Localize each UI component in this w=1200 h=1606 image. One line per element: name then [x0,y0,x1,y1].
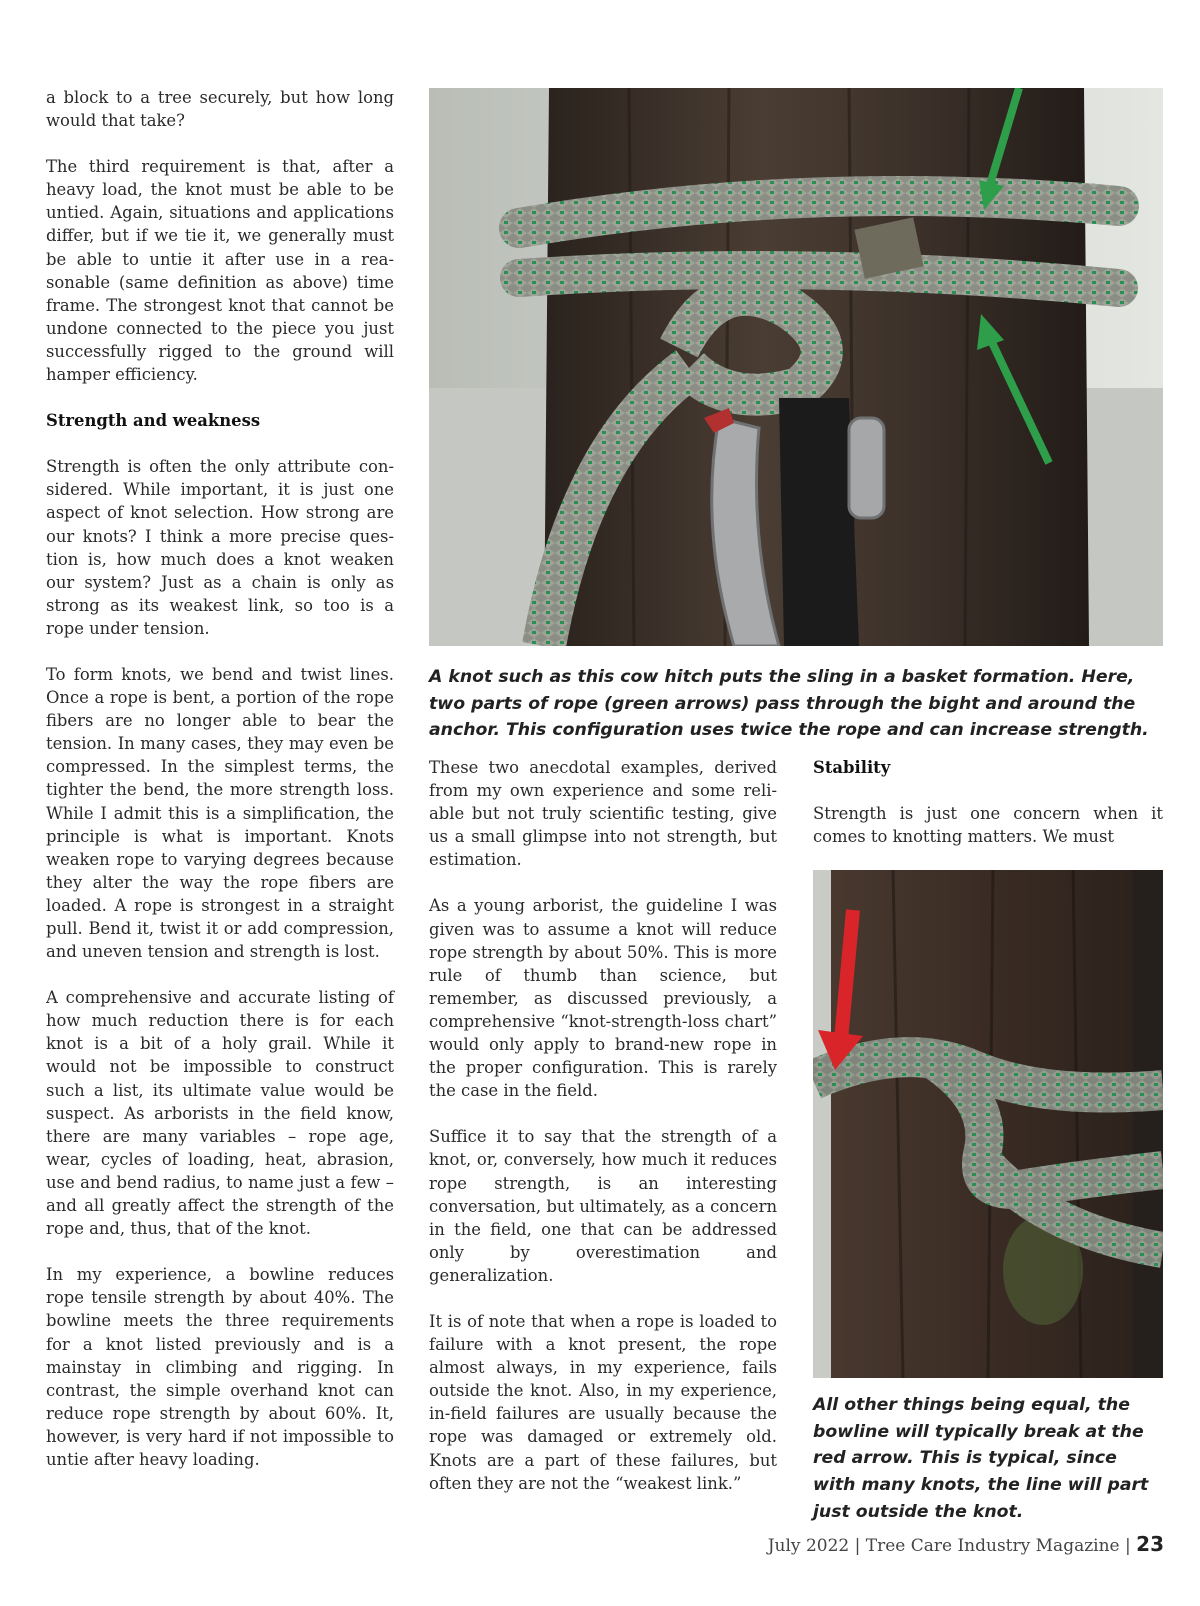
column-right [813,756,1163,871]
bowline-photo [813,870,1163,1378]
paragraph: A comprehensive and accurate listing of how much reduction there is for each knot is a bit of a holy grail. While it would not be impossible to construct such a list, its ultimate value would be suspect. As arborists in the field know, there are many variables – rope age, wear, cycles of loading, heat, abrasion, use and bend radius, to name just a few – and all greatly affect the strength of the rope and, thus, that of the knot. [46,988,394,1239]
footer-issue-text: July 2022 | Tree Care Industry Magazine | [767,1536,1137,1556]
paragraph: Strength is often the only attribute considered. While important, it is just one aspect of knot selection. How strong are our knots? I think a more precise question is, how much does a knot weaken our system? Just as a chain is only as strong as its weakest link, so too is a rope under tension. [46,457,394,638]
paragraph: In my experience, a bowline reduces rope tensile strength by about 40%. The bowline meets the three requirements for a knot listed previously and is a mainstay in climbing and rigging. In contrast, the simple overhand knot can reduce rope strength by about 60%. It, however, is very hard if not impossible to untie after heavy loading. [46,1265,394,1469]
page-number: 23 [1136,1532,1164,1556]
section-heading-stability: Stability [813,758,891,777]
paragraph: The third requirement is that, after a heavy load, the knot must be able to be untied. Again, situations and applications differ, but if we tie it, we generally must be able to untie it after use in a reasonable (same definition as above) time frame. The strongest knot that cannot be undone connected to the piece you just successfully rigged to the ground will hamper efficiency. [46,157,394,385]
paragraph: These two anecdotal examples, derived from my own experience and some reliable but not truly scientific testing, give us a small glimpse into not strength, but estimation. [429,758,777,870]
column-middle [429,756,777,1518]
paragraph: To form knots, we bend and twist lines. Once a rope is bent, a portion of the rope fibers are no longer able to bear the tension. In many cases, they may even be compressed. In the simplest terms, the tighter the bend, the more strength loss. While I admit this is a simplification, the principle is what is important. Knots weaken rope to varying degrees because they alter the way the rope fibers are loaded. A rope is strongest in a straight pull. Bend it, twist it or add compression, and uneven tension and strength is lost. [46,664,394,962]
photo-caption-cow-hitch: A knot such as this cow hitch puts the sling in a basket formation. Here, two parts of rope (green arrows) pass through the bight and around the anchor. This configuration uses twice the rope and can increase strength. [429,667,1149,741]
cow-hitch-photo [429,88,1163,646]
paragraph: Suffice it to say that the strength of a knot, or, conversely, how much it reduces rope strength, is an interesting conversation, but ultimately, as a concern in the field, one that can be addressed only by overestimation and generalization. [429,1127,777,1285]
page-footer [768,1532,1164,1556]
column-left [46,86,394,1494]
paragraph: As a young arborist, the guideline I was given was to assume a knot will reduce rope strength by about 50%. This is more rule of thumb than science, but remember, as discussed previously, a comprehensive “knot-strength-loss chart” would only apply to brand-new rope in the proper configuration. This is rarely the case in the field. [429,896,777,1101]
paragraph: Strength is just one concern when it comes to knotting matters. We must [813,804,1163,847]
paragraph: a block to a tree securely, but how long would that take? [46,88,394,131]
section-heading-strength: Strength and weakness [46,411,261,431]
photo-caption-bowline: All other things being equal, the bowline will typically break at the red arrow. This is typical, since with many knots, the line will part just outside the knot. [813,1395,1149,1522]
paragraph: It is of note that when a rope is loaded to failure with a knot present, the rope almost always, in my experience, fails outside the knot. Also, in my experience, in-field failures are usually because the rope was damaged or extremely old. Knots are a part of these failures, but often they are not the “weakest link.” [429,1311,777,1493]
